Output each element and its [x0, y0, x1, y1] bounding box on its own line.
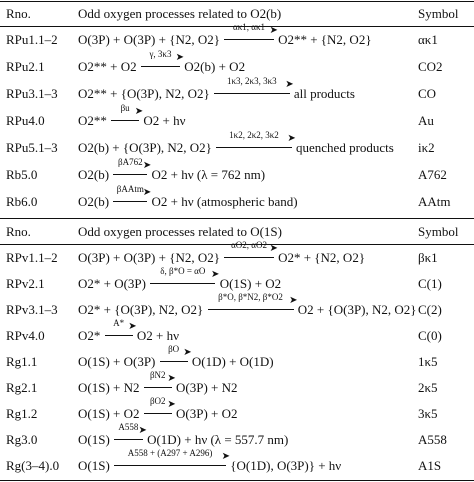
table-row: [0, 370, 474, 400]
reaction-equation: [78, 76, 355, 102]
products: O(1D) + O(1D): [191, 354, 274, 369]
products: O(3P) + N2: [176, 380, 238, 395]
arrow-label: βO2: [149, 396, 166, 406]
reaction-arrow: βA762 ➤: [113, 167, 147, 183]
arrow-label: 1κ3, 2κ3, 3κ3: [227, 76, 277, 86]
table-row: [0, 396, 474, 426]
arrow-label: βO: [168, 344, 180, 354]
products: O2 + hν (λ = 762 nm): [151, 167, 266, 182]
reaction-arrow: βAAtm ➤: [113, 194, 147, 210]
table-row: [0, 344, 474, 374]
reaction-arrow: A558 ➤: [114, 432, 143, 448]
table-row: [0, 240, 474, 270]
reaction-equation: [78, 448, 342, 474]
rate-symbol: A1S: [418, 458, 442, 473]
reaction-arrow: A* ➤: [105, 328, 133, 344]
rate-symbol: A762: [418, 167, 447, 182]
arrow-label: βA762: [118, 157, 143, 167]
reactants: O2(b): [78, 167, 110, 182]
arrow-label: βu: [120, 103, 130, 113]
table-row: [0, 422, 474, 452]
reaction-number: RPv4.0: [6, 328, 45, 343]
reaction-equation: [78, 240, 366, 266]
reaction-arrow: 1κ3, 2κ3, 3κ3 ➤: [214, 86, 290, 102]
reaction-arrow: 1κ2, 2κ2, 3κ2 ➤: [216, 140, 292, 156]
arrow-label: A558: [118, 422, 139, 432]
products: O2 + hν: [143, 113, 186, 128]
reactants: O2**: [78, 113, 107, 128]
section-divider-rule: [0, 218, 474, 219]
reaction-arrow: βN2 ➤: [144, 380, 172, 396]
reaction-equation: [78, 130, 394, 156]
reaction-number: Rg(3–4).0: [6, 458, 60, 473]
reaction-arrow: β*O, β*N2, β*O2 ➤: [208, 302, 294, 318]
rate-symbol: C(2): [418, 302, 442, 317]
reactants: O(3P) + O(3P) + {N2, O2}: [78, 250, 220, 265]
products: O(1D) + hν (λ = 557.7 nm): [147, 432, 289, 447]
rate-symbol: βκ1: [418, 250, 438, 265]
arrow-label: A*: [113, 318, 125, 328]
reaction-number: RPu3.1–3: [6, 86, 58, 101]
reactants: O(1S): [78, 432, 110, 447]
table-row: [0, 448, 474, 478]
reactants: O2** + O2: [78, 59, 137, 74]
reactants: O(1S) + N2: [78, 380, 140, 395]
reaction-arrow: A558 + (A297 + A296) ➤: [114, 458, 226, 474]
reaction-number: RPu5.1–3: [6, 140, 58, 155]
arrow-label: ακ1, ακ1: [233, 22, 266, 32]
reaction-equation: [78, 396, 238, 422]
rate-symbol: ακ1: [418, 32, 438, 47]
reactants: O(1S) + O2: [78, 406, 140, 421]
section2-header-symbol: Symbol: [418, 224, 459, 239]
section1-header-rno: Rno.: [6, 6, 31, 21]
rate-symbol: C(0): [418, 328, 442, 343]
rate-symbol: CO: [418, 86, 437, 101]
arrow-label: 1κ2, 2κ2, 3κ2: [229, 130, 279, 140]
reaction-equation: [78, 344, 274, 370]
arrow-label: β*O, β*N2, β*O2: [218, 292, 283, 302]
reaction-equation: [78, 292, 417, 318]
reaction-number: Rg3.0: [6, 432, 38, 447]
top-rule: [0, 1, 474, 2]
reactants: O(1S): [78, 458, 110, 473]
reaction-number: RPv3.1–3: [6, 302, 58, 317]
arrow-label: γ, 3κ3: [149, 49, 172, 59]
table-row: [0, 22, 474, 52]
table-row: [0, 184, 474, 214]
reaction-number: RPv2.1: [6, 276, 45, 291]
rate-symbol: A558: [418, 432, 447, 447]
products: O2 + hν: [136, 328, 179, 343]
reaction-equation: [78, 318, 179, 344]
reactants: O2** + {O(3P), N2, O2}: [78, 86, 210, 101]
section2-header-rno: Rno.: [6, 224, 31, 239]
products: O(3P) + O2: [176, 406, 238, 421]
rate-symbol: CO2: [418, 59, 443, 74]
reaction-equation: [78, 184, 298, 210]
reactants: O2*: [78, 328, 101, 343]
rate-symbol: 1κ5: [418, 354, 438, 369]
reaction-number: Rg1.1: [6, 354, 38, 369]
reaction-arrow: γ, 3κ3 ➤: [141, 59, 180, 75]
reaction-number: RPv1.1–2: [6, 250, 58, 265]
reaction-number: Rg2.1: [6, 380, 38, 395]
arrow-label: βAAtm: [116, 184, 144, 194]
reaction-equation: [78, 370, 238, 396]
table-row: [0, 130, 474, 160]
arrow-label: δ, β*O = αO: [160, 266, 206, 276]
reactants: O2(b) + {O(3P), N2, O2}: [78, 140, 212, 155]
section1-header-symbol: Symbol: [418, 6, 459, 21]
reaction-equation: [78, 49, 246, 75]
bottom-rule: [0, 480, 474, 481]
reactants: O(3P) + O(3P) + {N2, O2}: [78, 32, 220, 47]
products: O2(b) + O2: [184, 59, 246, 74]
arrow-label: αO2, αO2: [231, 240, 267, 250]
table-row: [0, 76, 474, 106]
products: O2 + {O(3P), N2, O2}: [297, 302, 417, 317]
reaction-arrow: ακ1, ακ1 ➤: [224, 32, 274, 48]
reaction-number: Rb6.0: [6, 194, 38, 209]
products: O2 + hν (atmospheric band): [151, 194, 298, 209]
reaction-equation: [78, 266, 282, 292]
reaction-arrow: δ, β*O = αO ➤: [150, 276, 215, 292]
reaction-number: RPu1.1–2: [6, 32, 58, 47]
reaction-number: RPu4.0: [6, 113, 45, 128]
reactants: O2(b): [78, 194, 110, 209]
products: all products: [293, 86, 355, 101]
reaction-arrow: αO2, αO2 ➤: [224, 250, 274, 266]
reaction-equation: [78, 422, 289, 448]
reaction-equation: [78, 103, 186, 129]
products: O2** + {N2, O2}: [278, 32, 372, 47]
reactants: O2* + {O(3P), N2, O2}: [78, 302, 204, 317]
arrow-label: A558 + (A297 + A296): [127, 448, 213, 458]
table-row: [0, 292, 474, 322]
reaction-number: Rg1.2: [6, 406, 38, 421]
reaction-number: RPu2.1: [6, 59, 45, 74]
products: quenched products: [296, 140, 394, 155]
reactants: O2* + O(3P): [78, 276, 146, 291]
arrow-label: βN2: [149, 370, 166, 380]
reaction-arrow: βO ➤: [160, 354, 188, 370]
section2-header-title: Odd oxygen processes related to O(1S): [78, 224, 282, 239]
products: {O(1D), O(3P)} + hν: [230, 458, 342, 473]
rate-symbol: C(1): [418, 276, 442, 291]
table-row: [0, 157, 474, 187]
products: O(1S) + O2: [219, 276, 282, 291]
reaction-equation: [78, 157, 266, 183]
table-row: [0, 318, 474, 348]
rate-symbol: iκ2: [418, 140, 435, 155]
reaction-arrow: βu ➤: [111, 113, 139, 129]
reaction-arrow: βO2 ➤: [144, 406, 172, 422]
reactants: O(1S) + O(3P): [78, 354, 156, 369]
reaction-number: Rb5.0: [6, 167, 38, 182]
rate-symbol: 3κ5: [418, 406, 438, 421]
section1-header-title: Odd oxygen processes related to O2(b): [78, 6, 282, 21]
rate-symbol: AAtm: [418, 194, 451, 209]
rate-symbol: 2κ5: [418, 380, 438, 395]
rate-symbol: Au: [418, 113, 434, 128]
products: O2* + {N2, O2}: [278, 250, 366, 265]
reaction-equation: [78, 22, 372, 48]
